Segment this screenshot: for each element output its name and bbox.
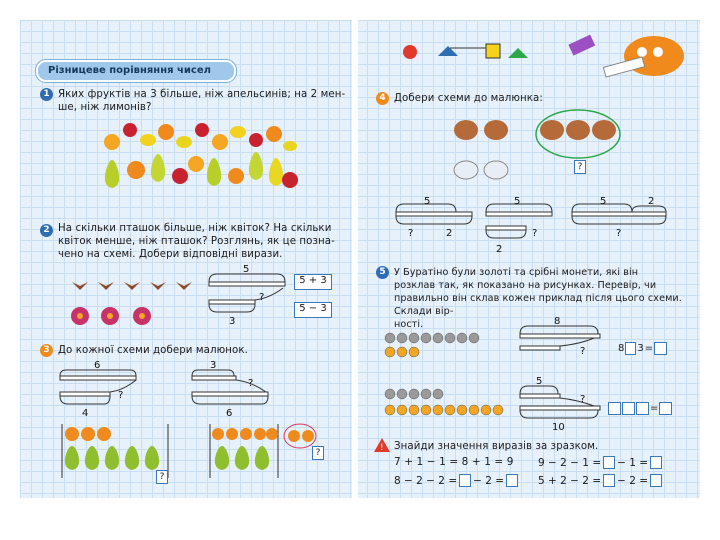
task1-line: ше, ніж лимонів? <box>58 102 152 113</box>
sign-box[interactable] <box>625 342 636 355</box>
answer-box[interactable] <box>636 402 649 415</box>
equation-number: 3 <box>637 343 644 354</box>
task5-scheme-b <box>518 376 602 433</box>
scheme-bottom-label: 3 <box>229 316 236 327</box>
scheme-top-label: 5 <box>424 196 431 207</box>
equation-b <box>608 402 672 415</box>
task1-line: Яких фруктів на 3 більше, ніж апельсинів; на 2 мен- <box>58 89 346 100</box>
task3-scheme-a <box>58 360 138 419</box>
answer-box[interactable] <box>608 402 621 415</box>
expression-box-diff[interactable]: 5 − 3 <box>294 302 332 318</box>
silver-coin <box>397 389 407 399</box>
task5-line: У Буратіно були золоті та срібні монети, які він <box>394 267 639 278</box>
task6-expr-2 <box>394 474 518 487</box>
expr-text: 8 − 2 − 2 = <box>394 474 458 487</box>
task2-line: чено на схемі. Добери відповідні вирази. <box>58 249 283 260</box>
equation-a <box>618 342 667 355</box>
task6-text: Знайди значення виразів за зразком. <box>394 441 599 452</box>
silver-coin <box>421 389 431 399</box>
scheme-diff-label: ? <box>118 390 124 401</box>
section-header: Різницеве порівняння чисел <box>36 60 236 82</box>
task4-scheme-1 <box>392 196 476 240</box>
task-number-5: 5 <box>376 266 389 279</box>
equals-sign: = <box>650 403 659 414</box>
task5-line: розклав так, як показано на рисунках. Перевір, чи <box>394 280 657 291</box>
answer-box[interactable] <box>603 456 615 469</box>
scheme-diff-label: 2 <box>446 228 453 239</box>
scheme-diff-label: ? <box>248 378 254 389</box>
scheme-bottom-label: 6 <box>226 408 233 419</box>
answer-box[interactable] <box>659 402 672 415</box>
answer-box[interactable] <box>603 474 615 487</box>
task3-text: До кожної схеми добери малюнок. <box>58 345 248 356</box>
answer-box[interactable]: ? <box>156 470 168 484</box>
silver-coin <box>421 333 431 343</box>
expr-text: 9 − 2 − 1 = <box>538 456 602 469</box>
dogs-illustration <box>452 108 652 190</box>
expression-box-sum[interactable]: 5 + 3 <box>294 274 332 290</box>
task1-text <box>58 88 348 114</box>
task5-scheme-a <box>518 316 602 364</box>
task6-expr-1 <box>538 456 662 469</box>
task5-line: правильно він склав кожен приклад після цього схеми. Склади вір- <box>394 293 682 317</box>
gold-coin <box>445 405 455 415</box>
silver-coin <box>433 389 443 399</box>
scheme-bottom-label: ? <box>408 228 414 239</box>
answer-box[interactable] <box>459 474 471 487</box>
silver-coin <box>385 333 395 343</box>
scheme-extra-label: 2 <box>648 196 655 207</box>
scheme-top-label: 8 <box>554 316 561 327</box>
silver-coin <box>457 333 467 343</box>
expr-text: 5 + 2 − 2 = <box>538 474 602 487</box>
silver-coin <box>433 333 443 343</box>
expr-text: − 1 = <box>617 456 649 469</box>
gold-coin <box>493 405 503 415</box>
task-number-1: 1 <box>40 88 53 101</box>
task4-scheme-2 <box>484 196 554 258</box>
silver-coin <box>397 333 407 343</box>
scheme-top-label: 6 <box>94 360 101 371</box>
silver-coin <box>409 389 419 399</box>
equation-number: 8 <box>618 343 625 354</box>
task2-text <box>58 222 343 261</box>
expr-text: − 2 = <box>473 474 505 487</box>
gold-coin <box>397 405 407 415</box>
scheme-top-label: 3 <box>210 360 217 371</box>
task3-scheme-b <box>190 360 270 419</box>
birds-flowers-illustration <box>66 272 196 334</box>
gold-coin <box>397 347 407 357</box>
scheme-top-label: 5 <box>514 196 521 207</box>
gold-coin <box>421 405 431 415</box>
scheme-bottom-label: 10 <box>552 422 565 433</box>
task2-line: квіток менше, ніж пташок? Розглянь, як це позна- <box>58 236 335 247</box>
silver-coin <box>385 389 395 399</box>
silver-coin <box>409 333 419 343</box>
task-number-2: 2 <box>40 224 53 237</box>
gold-coin <box>409 405 419 415</box>
scheme-top-label: 5 <box>536 376 543 387</box>
page-gutter <box>352 20 358 498</box>
gold-coin <box>409 347 419 357</box>
scheme-bottom-label: 4 <box>82 408 89 419</box>
scheme-diff-label: ? <box>259 292 265 303</box>
gold-coin <box>457 405 467 415</box>
cat-mascot-icon <box>604 32 688 80</box>
answer-box[interactable] <box>650 456 662 469</box>
scheme-bottom-label: ? <box>616 228 622 239</box>
task4-scheme-3 <box>570 196 670 240</box>
answer-box[interactable] <box>506 474 518 487</box>
task5-line: ності. <box>394 319 424 330</box>
answer-box[interactable] <box>654 342 667 355</box>
scheme-top-label: 5 <box>243 264 250 275</box>
gold-coin <box>481 405 491 415</box>
gold-coin <box>469 405 479 415</box>
task2-line: На скільки пташок більше, ніж квіток? На скільки <box>58 223 332 234</box>
warning-mark: ! <box>380 443 384 453</box>
silver-coin <box>469 333 479 343</box>
task6-expr-3 <box>538 474 662 487</box>
answer-box[interactable]: ? <box>312 446 324 460</box>
gold-coin <box>385 405 395 415</box>
equals-sign: = <box>644 343 654 354</box>
task-number-3: 3 <box>40 344 53 357</box>
scheme-bottom-label: ? <box>532 228 538 239</box>
task-number-4: 4 <box>376 92 389 105</box>
answer-box[interactable]: ? <box>574 160 586 174</box>
fruit-cluster <box>104 123 298 188</box>
gold-coin <box>433 405 443 415</box>
scheme-diff-label: ? <box>580 346 586 357</box>
scheme-top-label: 5 <box>600 196 607 207</box>
answer-box[interactable] <box>650 474 662 487</box>
scheme-diff-label: ? <box>580 394 586 405</box>
scheme-diff-label: 2 <box>496 244 503 255</box>
task3-picture-a <box>60 424 170 484</box>
decorative-shapes <box>380 34 600 74</box>
fruits-illustration <box>100 120 300 200</box>
task4-text: Добери схеми до малюнка: <box>394 93 543 104</box>
warning-triangle-icon <box>374 438 390 452</box>
silver-coin <box>445 333 455 343</box>
gold-coin <box>385 347 395 357</box>
task6-expr-example: 7 + 1 − 1 = 8 + 1 = 9 <box>394 456 514 468</box>
coins-illustration <box>384 332 514 422</box>
expr-text: − 2 = <box>617 474 649 487</box>
task2-scheme <box>205 264 285 328</box>
task3-picture-b <box>208 424 328 484</box>
answer-box[interactable] <box>622 402 635 415</box>
